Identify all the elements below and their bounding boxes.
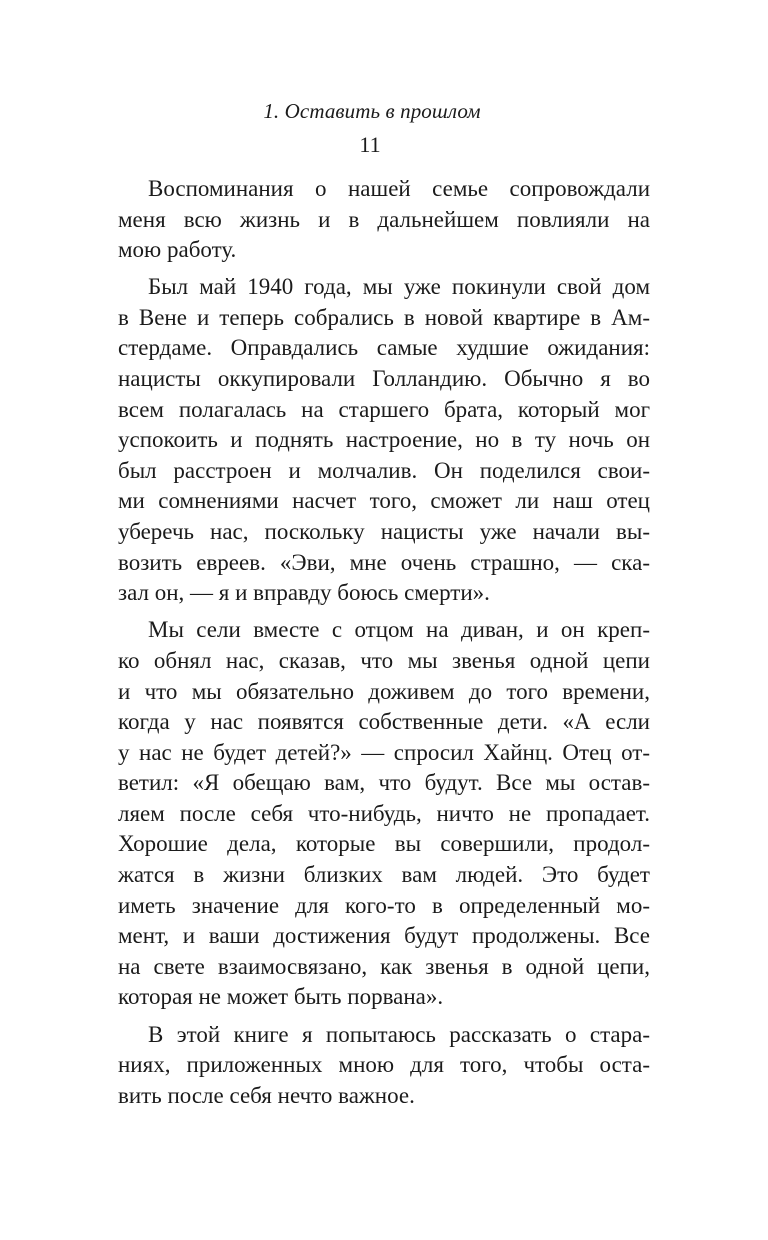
- running-head-title: 1. Оставить в прошлом: [263, 99, 481, 123]
- text-line: меня всю жизнь и в дальнейшем повлияли на: [118, 206, 650, 232]
- text-line: которая не может быть порвана».: [118, 984, 444, 1010]
- paragraph: [118, 174, 650, 266]
- text-line: зал он, — я и вправду боюсь смерти».: [118, 580, 490, 606]
- text-line: всем полагалась на старшего брата, который мог: [118, 396, 650, 422]
- paragraph: [118, 1020, 650, 1112]
- text-line: в Вене и теперь собрались в новой квартире в Ам-: [118, 304, 650, 330]
- text-line: у нас не будет детей?» — спросил Хайнц. Отец от-: [118, 739, 650, 765]
- paragraph: [118, 272, 650, 609]
- text-line: уберечь нас, поскольку нацисты уже начали вы-: [118, 519, 650, 545]
- text-line: ми сомнениями насчет того, сможет ли наш отец: [118, 488, 650, 514]
- text-line: возить евреев. «Эви, мне очень страшно, — ска-: [118, 549, 650, 575]
- text-line: ляем после себя что-нибудь, ничто не пропадает.: [118, 800, 650, 826]
- text-line: Был май 1940 года, мы уже покинули свой дом: [148, 274, 650, 300]
- body-text: [118, 174, 650, 1111]
- text-line: стердаме. Оправдались самые худшие ожидания:: [118, 335, 650, 361]
- text-line: мою работу.: [118, 237, 237, 263]
- text-line: на свете взаимосвязано, как звенья в одной цепи,: [118, 953, 650, 979]
- text-line: Мы сели вместе с отцом на диван, и он креп-: [148, 617, 650, 643]
- text-line: Воспоминания о нашей семье сопровождали: [148, 176, 650, 201]
- text-line: когда у нас появятся собственные дети. «А если: [118, 709, 650, 735]
- page-number: 11: [359, 132, 381, 157]
- text-line: ветил: «Я обещаю вам, что будут. Все мы остав-: [118, 770, 650, 796]
- text-line: нацисты оккупировали Голландию. Обычно я во: [118, 366, 650, 392]
- paragraph: [118, 615, 650, 1013]
- text-line: жатся в жизни близких вам людей. Это будет: [118, 862, 650, 888]
- text-line: и что мы обязательно доживем до того времени,: [118, 678, 650, 704]
- text-line: ко обнял нас, сказав, что мы звенья одной цепи: [118, 647, 650, 673]
- text-line: ниях, приложенных мною для того, чтобы оста-: [118, 1052, 650, 1078]
- text-line: В этой книге я попытаюсь рассказать о стара-: [148, 1021, 650, 1047]
- text-line: иметь значение для кого-то в определенный мо-: [118, 892, 650, 918]
- text-line: был расстроен и молчалив. Он поделился свои-: [118, 457, 650, 483]
- text-line: вить после себя нечто важное.: [118, 1082, 415, 1108]
- text-line: мент, и ваши достижения будут продолжены. Все: [118, 923, 650, 949]
- text-line: Хорошие дела, которые вы совершили, продол-: [118, 831, 650, 857]
- text-line: успокоить и поднять настроение, но в ту ночь он: [118, 427, 650, 453]
